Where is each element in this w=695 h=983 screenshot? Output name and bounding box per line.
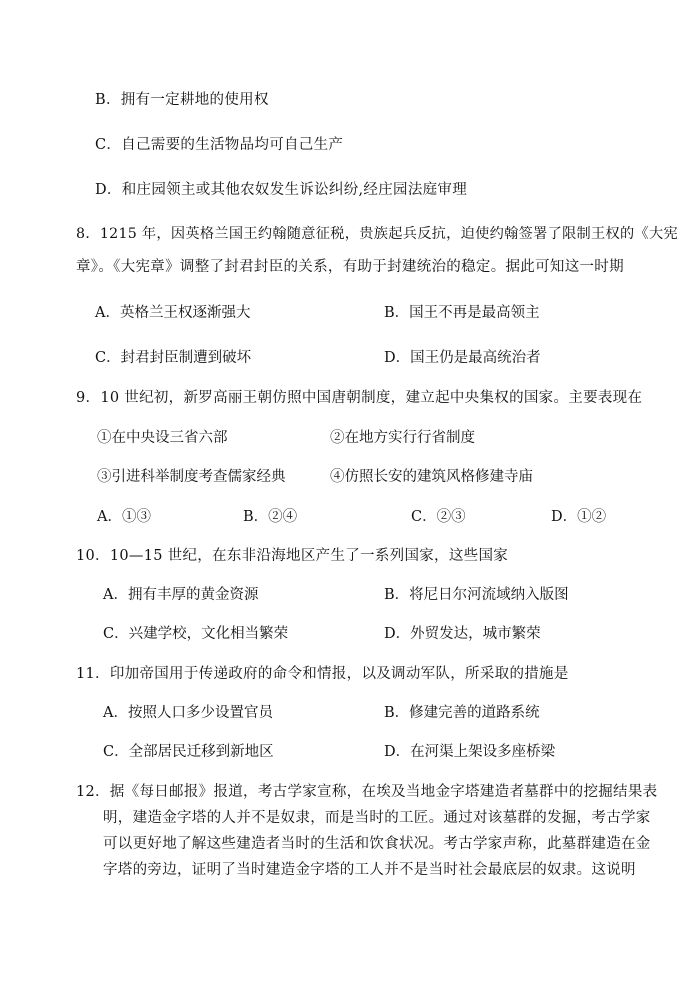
q9-statement-4: ④仿照长安的建筑风格修建寺庙 (330, 469, 533, 485)
q8-option-c: C．封君封臣制遭到破坏 (95, 350, 252, 366)
q10-option-d: D．外贸发达，城市繁荣 (384, 626, 541, 642)
q9-statement-1: ①在中央设三省六部 (97, 430, 228, 446)
q9-option-b: B．②④ (243, 509, 298, 525)
q8-stem-line-2: 章》。《大宪章》调整了封君封臣的关系，有助于封建统治的稳定。据此可知这一时期 (76, 259, 624, 275)
q9-stem: 9．10 世纪初，新罗高丽王朝仿照中国唐朝制度，建立起中央集权的国家。主要表现在 (76, 390, 643, 406)
q10-option-b: B．将尼日尔河流域纳入版图 (384, 587, 569, 603)
option-d-prev: D．和庄园领主或其他农奴发生诉讼纠纷,经庄园法庭审理 (95, 182, 468, 198)
q11-option-b: B．修建完善的道路系统 (384, 705, 540, 721)
q8-option-d: D．国王仍是最高统治者 (384, 350, 541, 366)
q8-option-b: B．国王不再是最高领主 (384, 305, 540, 321)
q11-option-a: A．按照人口多少设置官员 (103, 705, 273, 721)
q12-stem-line-3: 可以更好地了解这些建造者当时的生活和饮食状况。考古学家声称，此墓群建造在金 (103, 836, 651, 852)
q9-statement-2: ②在地方实行行省制度 (330, 430, 475, 446)
q11-option-d: D．在河渠上架设多座桥梁 (384, 744, 556, 760)
q9-option-c: C．②③ (411, 509, 466, 525)
q8-stem-line-1: 8．1215 年，因英格兰国王约翰随意征税，贵族起兵反抗，迫使约翰签署了限制王权的《大宪 (76, 226, 678, 242)
q11-option-c: C．全部居民迁移到新地区 (103, 744, 274, 760)
option-c-prev: C．自己需要的生活物品均可自己生产 (95, 137, 344, 153)
q10-option-a: A．拥有丰厚的黄金资源 (103, 587, 259, 603)
q8-option-a: A．英格兰王权逐渐强大 (95, 305, 251, 321)
q10-option-c: C．兴建学校，文化相当繁荣 (103, 626, 289, 642)
q9-statement-3: ③引进科举制度考查儒家经典 (97, 469, 286, 485)
option-b-prev: B．拥有一定耕地的使用权 (95, 92, 269, 108)
q9-option-d: D．①② (551, 509, 607, 525)
q10-stem: 10．10—15 世纪，在东非沿海地区产生了一系列国家，这些国家 (76, 548, 509, 564)
q9-option-a: A．①③ (97, 509, 151, 525)
q12-stem-line-1: 12．据《每日邮报》报道，考古学家宣称，在埃及当地金字塔建造者墓群中的挖掘结果表 (76, 784, 658, 800)
q12-stem-line-4: 字塔的旁边，证明了当时建造金字塔的工人并不是当时社会最底层的奴隶。这说明 (103, 862, 636, 878)
q12-stem-line-2: 明，建造金字塔的人并不是奴隶，而是当时的工匠。通过对该墓群的发掘，考古学家 (103, 810, 651, 826)
q11-stem: 11．印加帝国用于传递政府的命令和情报，以及调动军队，所采取的措施是 (76, 666, 569, 682)
